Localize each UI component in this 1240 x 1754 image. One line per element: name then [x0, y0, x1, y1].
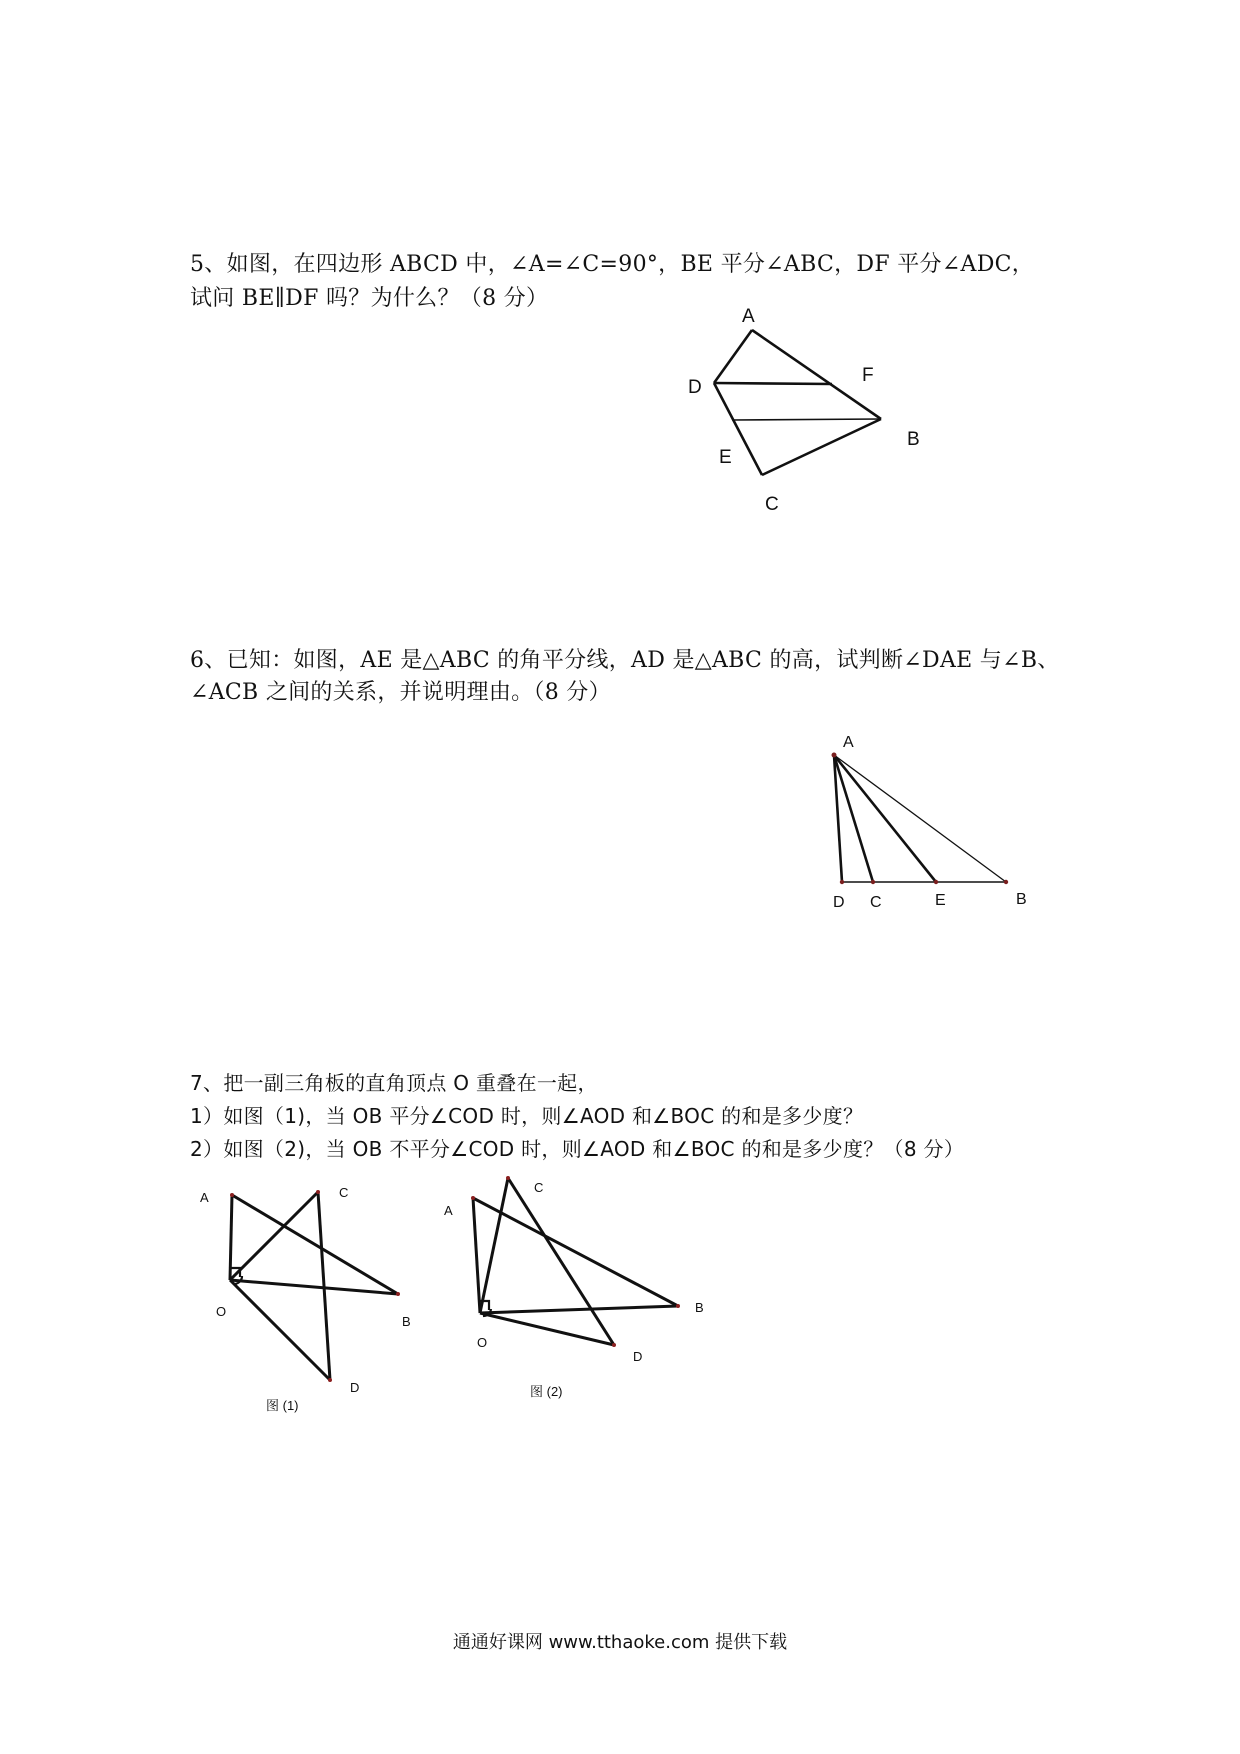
q6-label-E: E	[935, 892, 946, 909]
q7f2-label-A: A	[444, 1203, 453, 1218]
q7-text-line1: 7、把一副三角板的直角顶点 O 重叠在一起，	[190, 1071, 598, 1095]
q7f2-label-C: C	[534, 1180, 544, 1195]
q7f2-label-D: D	[633, 1349, 643, 1364]
q5-label-C: C	[765, 494, 779, 515]
q5-text-line2: 试问 BE∥DF 吗？为什么？（8 分）	[190, 286, 549, 311]
q7f1-label-B: B	[402, 1314, 411, 1329]
q6-label-D: D	[833, 894, 845, 911]
q5-label-B: B	[907, 429, 920, 450]
q7f1-label-O: O	[216, 1304, 227, 1319]
q6-text-line1: 6、已知：如图，AE 是△ABC 的角平分线，AD 是△ABC 的高，试判断∠DAE 与∠B、	[190, 648, 1060, 673]
q6-label-C: C	[870, 894, 882, 911]
q5-label-E: E	[719, 447, 732, 468]
q6-label-B: B	[1016, 891, 1027, 908]
q7f2-point-C	[506, 1176, 510, 1180]
q7f2-segment-OD	[480, 1313, 614, 1345]
q5-label-F: F	[862, 365, 874, 386]
q7f2-point-D	[612, 1343, 616, 1347]
q7f2-caption: 图 (2)	[530, 1384, 563, 1399]
q5-label-D: D	[688, 377, 702, 398]
q7f2-segment-CD	[508, 1178, 614, 1345]
q7f2-segment-AB	[473, 1198, 678, 1306]
q7f2-point-A	[471, 1196, 475, 1200]
q6-text-line2: ∠ACB 之间的关系，并说明理由。（8 分）	[190, 680, 611, 705]
q7f2-segment-OB	[480, 1306, 678, 1313]
q7f1-label-A: A	[200, 1190, 209, 1205]
q7f1-caption: 图 (1)	[266, 1398, 299, 1413]
q7f2-segment-OC	[480, 1178, 508, 1313]
q7f1-label-C: C	[339, 1185, 349, 1200]
q7f1-label-D: D	[350, 1380, 360, 1395]
q5-text-line1: 5、如图，在四边形 ABCD 中，∠A=∠C=90°，BE 平分∠ABC，DF 平分∠ADC，	[190, 252, 1035, 277]
q6-label-A: A	[843, 734, 854, 751]
q7f2-point-B	[676, 1304, 680, 1308]
q7f2-segment-OA	[473, 1198, 480, 1313]
q7f2-label-B: B	[695, 1300, 704, 1315]
q7-text-line2: 1）如图（1)，当 OB 平分∠COD 时，则∠AOD 和∠BOC 的和是多少度？	[190, 1104, 864, 1128]
page-footer: 通通好课网 www.tthaoke.com 提供下载	[452, 1632, 788, 1653]
q5-label-A: A	[742, 306, 755, 327]
q7-text-line3: 2）如图（2)，当 OB 不平分∠COD 时，则∠AOD 和∠BOC 的和是多少度？（8 分）	[190, 1137, 965, 1161]
q7f2-label-O: O	[477, 1335, 488, 1350]
